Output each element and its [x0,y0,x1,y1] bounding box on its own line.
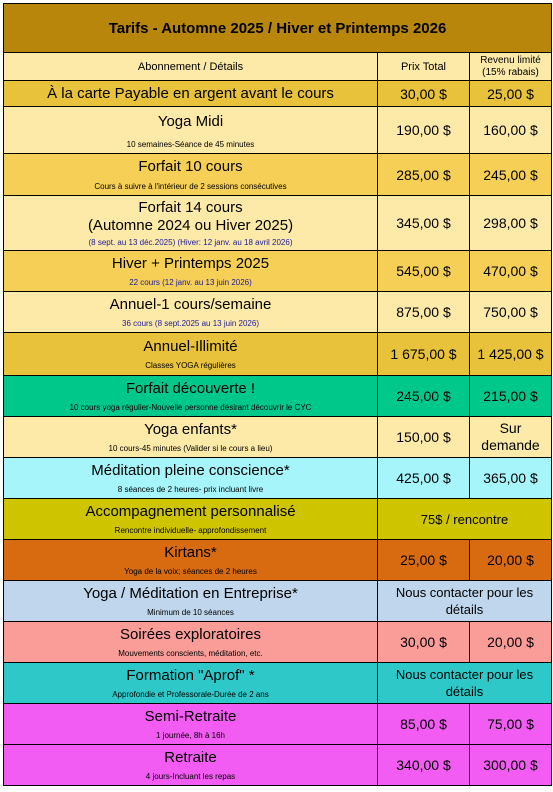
row-detail: (8 sept. au 13 déc.2025) (Hiver: 12 janv. au 18 avril 2026) [88,237,293,247]
row-reduced-price: 365,00 $ [470,458,552,499]
table-row [4,499,552,540]
row-name: Kirtans* [164,543,217,561]
row-name: Yoga enfants* [144,420,237,438]
row-reduced-price: 20,00 $ [470,540,552,581]
row-reduced-price [470,417,552,458]
row-price: 425,00 $ [378,458,470,499]
row-name-line2: (Automne 2024 ou Hiver 2025) [87,216,294,234]
row-reduced-price: 245,00 $ [470,154,552,196]
row-cell [4,704,378,745]
row-detail: 4 jours-Incluant les repas [145,771,236,781]
row-reduced-price: 300,00 $ [470,745,552,786]
row-merged-line2: détails [445,684,484,699]
row-detail: Rencontre individuelle- approfondissement [114,525,267,535]
row-name: À la carte Payable en argent avant le cours [4,81,378,107]
table-row [4,333,552,376]
row-name: Méditation pleine conscience* [91,461,290,479]
header-reduced-line1: Revenu limité [480,54,541,66]
row-cell [4,196,378,251]
row-cell [4,581,378,622]
row-detail: 36 cours (8 sept.2025 au 13 juin 2026) [122,318,259,328]
row-cell [4,499,378,540]
table-row [4,154,552,196]
row-name: Forfait 10 cours [138,157,243,175]
header-subscription: Abonnement / Détails [4,53,378,81]
row-reduced-price: 160,00 $ [470,107,552,154]
row-name: Annuel-Illimité [143,337,238,355]
table-row [4,622,552,663]
row-cell [4,417,378,458]
row-detail: 10 semaines-Séance de 45 minutes [126,139,255,149]
table-row [4,581,552,622]
row-cell [4,251,378,292]
row-merged-price: 75$ / rencontre [378,499,552,540]
row-reduced-line1: Sur [499,420,522,436]
row-price: 345,00 $ [378,196,470,251]
table-row [4,251,552,292]
table-row [4,196,552,251]
row-name: Annuel-1 cours/semaine [109,295,272,313]
header-total-price: Prix Total [378,53,470,81]
row-reduced-price: 750,00 $ [470,292,552,333]
row-reduced-price: 1 425,00 $ [470,333,552,376]
row-price: 190,00 $ [378,107,470,154]
row-merged-line1: Nous contacter pour les [395,585,534,600]
row-cell [4,745,378,786]
row-merged-price [378,663,552,704]
row-reduced-price: 215,00 $ [470,376,552,417]
row-cell [4,458,378,499]
row-reduced-price: 298,00 $ [470,196,552,251]
row-merged-price [378,581,552,622]
row-detail: 22 cours (12 janv. au 13 juin 2026) [129,277,252,287]
row-price: 30,00 $ [378,81,470,107]
row-name: Semi-Retraite [144,707,237,725]
table-row [4,81,552,107]
row-price: 285,00 $ [378,154,470,196]
row-price: 1 675,00 $ [378,333,470,376]
table-row [4,540,552,581]
table-row [4,292,552,333]
row-cell [4,622,378,663]
row-name: Retraite [164,748,217,766]
row-name: Forfait découverte ! [125,379,256,397]
row-price: 25,00 $ [378,540,470,581]
row-detail: Minimum de 10 séances [147,607,234,617]
row-name: Yoga Midi [157,112,224,130]
table-row [4,745,552,786]
header-reduced-price [470,53,552,81]
row-merged-line1: Nous contacter pour les [395,667,534,682]
row-price: 545,00 $ [378,251,470,292]
row-price: 245,00 $ [378,376,470,417]
row-cell [4,663,378,704]
row-detail: Approfondie et Professorale-Durée de 2 ans [112,689,269,699]
row-price: 340,00 $ [378,745,470,786]
row-name: Yoga / Méditation en Entreprise* [83,584,298,602]
header-reduced-line2: (15% rabais) [482,66,539,78]
row-name: Forfait 14 cours [138,198,243,216]
tarifs-table [3,3,552,786]
row-reduced-line2: demande [481,437,540,453]
row-cell [4,376,378,417]
row-cell [4,107,378,154]
row-name: Soirées exploratoires [120,625,261,643]
row-cell [4,292,378,333]
row-reduced-price: 25,00 $ [470,81,552,107]
row-price: 875,00 $ [378,292,470,333]
row-cell [4,540,378,581]
row-detail: 10 cours yoga régulier-Nouvelle personne désirant découvrir le CYC [69,402,312,412]
table-row [4,663,552,704]
row-detail: 8 séances de 2 heures- prix incluant livre [117,484,264,494]
row-price: 30,00 $ [378,622,470,663]
row-merged-line2: détails [445,602,484,617]
table-row [4,107,552,154]
row-name: Hiver + Printemps 2025 [111,254,270,272]
row-detail: Mouvements conscients, méditation, etc. [118,648,263,658]
row-price: 85,00 $ [378,704,470,745]
row-reduced-price: 470,00 $ [470,251,552,292]
row-name: Accompagnement personnalisé [85,502,296,520]
row-detail: Cours à suivre à l'intérieur de 2 sessions consécutives [94,181,287,191]
row-reduced-price: 75,00 $ [470,704,552,745]
row-detail: Classes YOGA régulières [145,360,236,370]
table-row [4,458,552,499]
row-price: 150,00 $ [378,417,470,458]
row-name: Formation "Aprof" * [126,666,255,684]
table-row [4,417,552,458]
row-cell [4,154,378,196]
table-title: Tarifs - Automne 2025 / Hiver et Printemps 2026 [4,4,552,53]
table-row [4,704,552,745]
row-detail: 10 cours-45 minutes (Valider si le cours a lieu) [108,443,273,453]
row-detail: 1 journée, 8h à 16h [156,730,225,740]
row-cell [4,333,378,376]
table-row [4,376,552,417]
row-reduced-price: 20,00 $ [470,622,552,663]
row-detail: Yoga de la voix; séances de 2 heures [124,566,257,576]
